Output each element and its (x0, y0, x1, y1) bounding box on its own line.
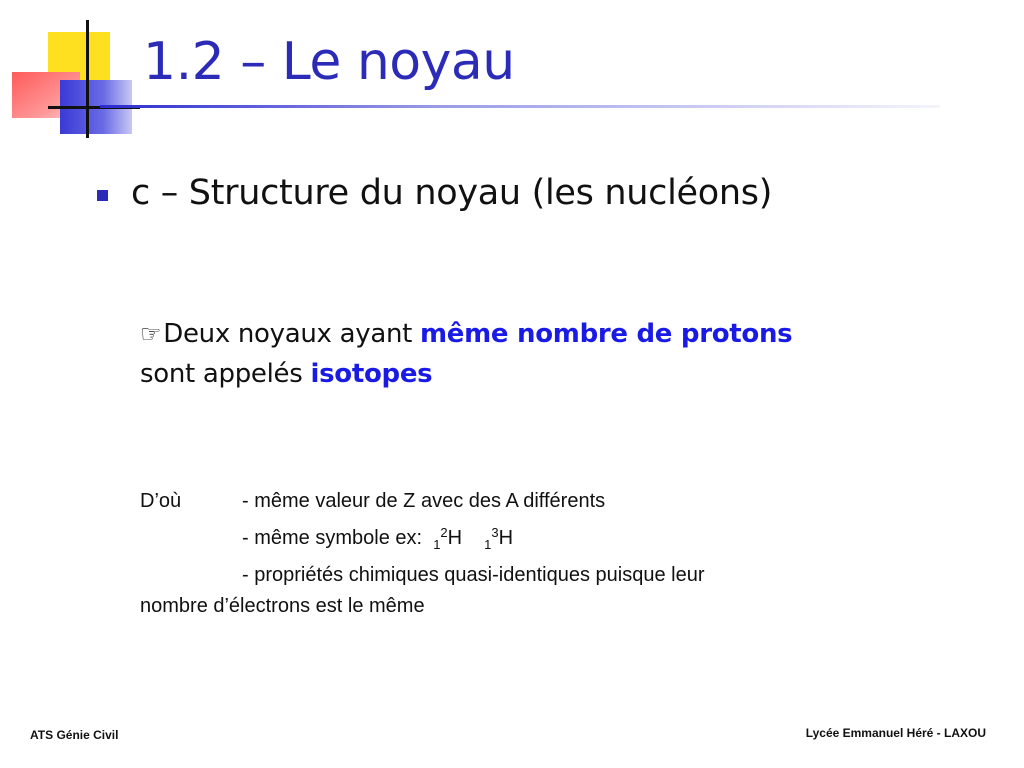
slide-title: 1.2 – Le noyau (143, 32, 515, 92)
consequence-line-2 (140, 517, 860, 560)
definition-text-2: sont appelés (140, 359, 311, 389)
consequence-text-1: - même valeur de Z avec des A différents (242, 490, 606, 512)
isotope2-a: 3 (491, 525, 499, 540)
isotope2-symbol: H (498, 527, 514, 549)
consequence-text-2: - même symbole ex: (242, 527, 423, 549)
bullet-text: c – Structure du noyau (les nucléons) (131, 173, 773, 213)
definition-highlight-isotopes: isotopes (310, 359, 433, 389)
consequence-line-1 (140, 486, 860, 517)
pointing-hand-icon: ☞ (140, 320, 162, 348)
consequence-line-3 (140, 560, 860, 591)
square-bullet-icon (97, 190, 108, 201)
logo-vertical-line (86, 20, 89, 138)
isotope-definition (140, 314, 800, 394)
isotope2-z: 1 (484, 537, 492, 552)
consequence-text-3: - propriétés chimiques quasi-identiques puisque leur (242, 564, 705, 586)
footer-right: Lycée Emmanuel Héré - LAXOU (805, 726, 986, 740)
isotope1-a: 2 (440, 525, 448, 540)
isotope1-z: 1 (433, 537, 441, 552)
definition-highlight-protons: même nombre de protons (420, 319, 793, 349)
title-underline (100, 105, 940, 108)
consequence-label: D’où (140, 490, 182, 512)
bullet-item (97, 173, 772, 213)
consequences-block (140, 486, 860, 622)
consequence-line-4 (140, 591, 860, 622)
definition-text-1: Deux noyaux ayant (163, 319, 420, 349)
isotope1-symbol: H (447, 527, 463, 549)
footer-left: ATS Génie Civil (30, 728, 119, 742)
decorative-logo (0, 0, 150, 150)
consequence-text-4: nombre d’électrons est le même (140, 595, 425, 617)
